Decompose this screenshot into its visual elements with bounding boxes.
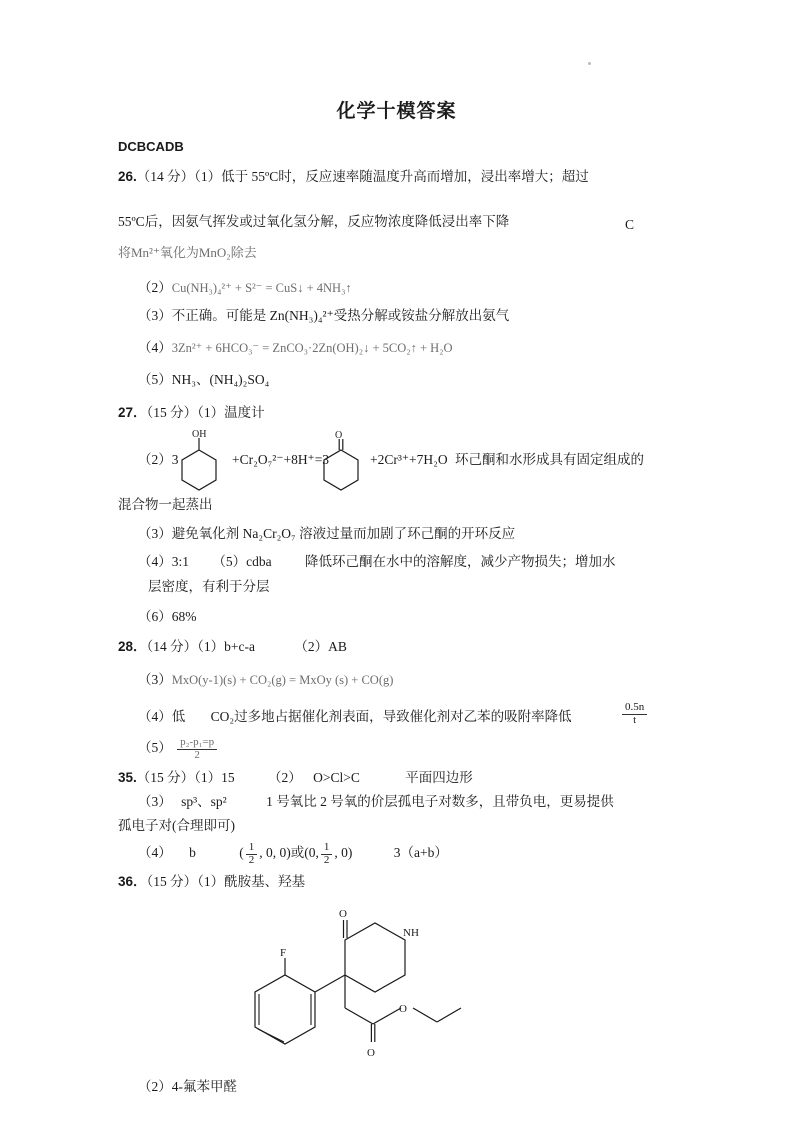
- question-26-line-2: [118, 212, 509, 232]
- question-35-coord-b-numerator: 1: [323, 841, 330, 853]
- question-27-item4-tag: （4）: [138, 554, 172, 569]
- question-35-number: 35.: [118, 770, 137, 785]
- question-27-line-1: [118, 403, 265, 423]
- question-27-score: （15 分）: [146, 405, 198, 420]
- svg-text:O: O: [335, 430, 343, 441]
- question-26-item5-text: NH₃、(NH₄)₂SO₄: [171, 372, 270, 387]
- page-title: 化学十模答案: [336, 101, 457, 122]
- question-28-item4-text-a: 低: [171, 709, 186, 724]
- question-27-item5-note-b: 层密度，有利于分层: [148, 579, 270, 594]
- question-26-item5-tag: （5）: [138, 372, 172, 387]
- question-26-score: （14 分）: [136, 169, 195, 184]
- question-28-item4-frac-numerator: 0.5n: [625, 701, 645, 713]
- question-35-item4-line: （4） b ( $\frac{1}{2}$ , 0, 0)或(0, $\frac{1}{2}$ , 0) 3（a+b）: [138, 841, 448, 866]
- question-27-item6-tag: （6）: [138, 609, 172, 624]
- question-27-item5-note-a: 降低环己酮在水中的溶解度，减少产物损失；增加水: [305, 554, 616, 569]
- svg-text:O: O: [339, 908, 347, 920]
- question-26-line-1: [118, 167, 589, 187]
- question-36-item2-tag: （2）: [138, 1079, 172, 1094]
- question-26-item1-tag: （1）: [194, 169, 222, 184]
- question-27-item2-tag: （2）3: [138, 452, 179, 467]
- question-28-number: 28．: [118, 639, 147, 654]
- question-35-coord-a-numerator: 1: [248, 841, 255, 853]
- question-27-item5-text: cdba: [246, 554, 272, 569]
- question-36-item1-text: 酰胺基、羟基: [224, 874, 306, 889]
- question-26-item3-text: 不正确。可能是 Zn(NH₃)₄²⁺受热分解或铵盐分解放出氨气: [171, 308, 510, 323]
- question-28-item4-fraction: [620, 702, 649, 726]
- svg-text:O: O: [399, 1003, 407, 1015]
- question-35-item1-text: 15: [221, 770, 235, 785]
- question-28-score: （14 分）: [146, 639, 198, 654]
- question-35-score: （15 分）: [136, 770, 195, 785]
- question-26-item4-line: [138, 338, 453, 358]
- question-26-item5-line: [138, 370, 269, 390]
- question-35-item3-tag: （3）: [138, 794, 172, 809]
- question-28-item3-formula: MxO(y-1)(s) + CO₂(g) = MxOy (s) + CO(g): [171, 673, 394, 687]
- question-28-item3-line: [138, 670, 393, 690]
- question-28-item1-tag: （1）: [197, 639, 225, 654]
- question-36-number: 36．: [118, 874, 147, 889]
- question-28-item1-text: b+c-a: [224, 639, 255, 654]
- question-28-item5-tag: （5）: [138, 740, 172, 756]
- cyclohexanone-structure: [310, 430, 372, 492]
- question-26-item4-formula: 3Zn²⁺ + 6HCO₃⁻ = ZnCO₃·2Zn(OH)₂↓ + 5CO₂↑ + H₂O: [171, 341, 453, 355]
- question-35-item3-text-a: sp³、sp²: [181, 794, 227, 809]
- question-28-item3-tag: （3）: [138, 672, 172, 687]
- question-26-item4-tag: （4）: [138, 340, 172, 355]
- question-28-item5-line: [138, 737, 219, 761]
- svg-text:NH: NH: [403, 927, 419, 939]
- question-28-item5-frac-denominator: 2: [177, 749, 217, 762]
- question-27-item3-tag: （3）: [138, 526, 172, 541]
- question-28-item5-frac-numerator: p₂-p₁=p: [180, 736, 215, 748]
- question-35-line-1: [118, 768, 473, 788]
- svg-text:F: F: [280, 947, 287, 959]
- question-35-coord-a-denominator: 2: [246, 854, 258, 867]
- question-27-item2-note-b: 混合物一起蒸出: [118, 497, 213, 512]
- svg-text:OH: OH: [192, 429, 207, 440]
- question-28-item2-text: AB: [328, 639, 347, 654]
- question-28-item4-frac-denominator: t: [622, 714, 647, 727]
- fluorophenyl-piperidinone-ester-structure: [275, 890, 505, 1090]
- question-26-item2-line: [138, 278, 352, 298]
- question-28-item4-tag: （4）: [138, 709, 172, 724]
- question-28-item2-tag: （2）: [294, 639, 329, 654]
- question-28-item4-text-b: CO₂过多地占据催化剂表面，导致催化剂对乙苯的吸附率降低: [210, 709, 572, 724]
- question-35-coord-b-rest: , 0): [334, 845, 353, 861]
- question-26-item1-text-b: 55ºC后，因氨气挥发或过氧化氢分解，反应物浓度降低浸出率下降: [118, 214, 510, 229]
- cyclohexanol-structure: [168, 430, 230, 492]
- question-26-item3-line: [138, 306, 509, 326]
- question-35-item3-text-b: 1 号氧比 2 号氧的价层孤电子对数多，且带负电，更易提供: [266, 794, 614, 809]
- question-36-score: （15 分）: [146, 874, 198, 889]
- question-26-item3-tag: （3）: [138, 308, 172, 323]
- question-27-item2-end: +2Cr³⁺+7H₂O: [370, 452, 448, 467]
- question-26-item1-text-c: 将Mn²⁺氧化为MnO₂除去: [118, 245, 257, 260]
- question-27-item1-text: 温度计: [224, 405, 265, 420]
- question-27-item4-line: [138, 552, 272, 572]
- question-27-item2-note-a: 环己酮和水形成具有固定组成的: [455, 452, 644, 467]
- question-26-item2-formula: Cu(NH₃)₄²⁺ + S²⁻ = CuS↓ + 4NH₃↑: [171, 281, 352, 295]
- question-36-item2-text: 4-氟苯甲醛: [171, 1079, 237, 1094]
- question-35-item2-tag: （2）: [268, 770, 302, 785]
- question-35-coord-a-rest: , 0, 0)或(0,: [259, 845, 319, 861]
- question-35-item3-text-c: 孤电子对(合理即可): [118, 818, 235, 833]
- question-26-number: 26.: [118, 169, 137, 184]
- question-35-item4-tag: （4）: [138, 845, 172, 861]
- page-dot-mark: [588, 62, 591, 65]
- question-35-coord-b-denominator: 2: [321, 854, 333, 867]
- answer-key-line: DCBCADB: [118, 139, 184, 154]
- svg-text:O: O: [367, 1047, 375, 1059]
- question-27-item4-text: 3:1: [171, 554, 190, 569]
- marker-c: C: [625, 217, 635, 232]
- question-27-item6-text: 68%: [171, 609, 197, 624]
- question-27-item3-line: [138, 524, 515, 544]
- question-35-item4-text: b: [189, 845, 196, 861]
- question-27-number: 27．: [118, 405, 147, 420]
- question-36-item2-line: [138, 1077, 237, 1097]
- question-35-item1-tag: （1）: [194, 770, 222, 785]
- question-35-item2-extra: 平面四边形: [405, 770, 473, 785]
- question-35-item4-tail: 3（a+b）: [393, 845, 448, 861]
- question-35-item2-text: O>Cl>C: [313, 770, 360, 785]
- question-27-item1-tag: （1）: [197, 405, 225, 420]
- question-27-item5-tag: （5）: [212, 554, 247, 569]
- question-26-item1-text-a: 低于 55ºC时，反应速率随温度升高而增加，浸出率增大；超过: [221, 169, 589, 184]
- question-28-item4-line: [138, 707, 572, 727]
- question-27-item3-text: 避免氧化剂 Na₂Cr₂O₇ 溶液过量而加剧了环己酮的开环反应: [171, 526, 516, 541]
- question-26-item2-tag: （2）: [138, 280, 172, 295]
- question-27-item6-line: [138, 607, 197, 627]
- question-35-item3-line: [138, 792, 614, 812]
- question-28-line-1: [118, 637, 347, 657]
- question-36-item1-tag: （1）: [197, 874, 225, 889]
- question-27-item2-mid: +Cr₂O₇²⁻+8H⁺=3: [232, 452, 330, 467]
